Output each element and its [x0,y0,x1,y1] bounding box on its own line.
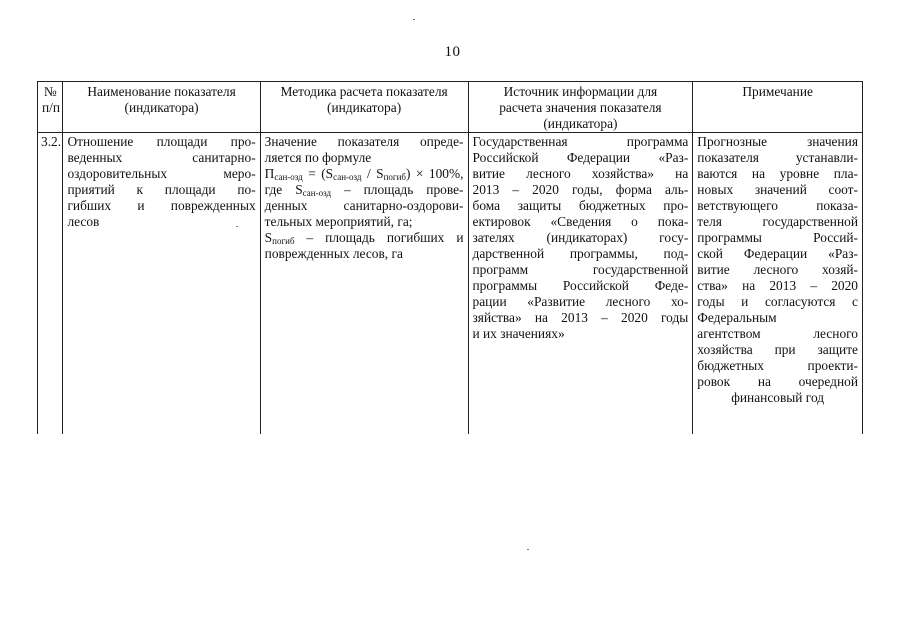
note-line-10: ства» на 2013 – 2020 [697,278,858,293]
scan-speck [236,226,238,227]
formula-p: П [264,166,275,181]
header-name-line-2: (индикатора) [124,100,199,115]
header-source-line-3: (индикатора) [543,116,618,131]
header-num-line-2: п/п [42,100,61,115]
note-line-6: теля государственной [697,214,858,229]
note-line-7: программы Россий- [697,230,858,245]
header-note [693,82,863,133]
s2-post: – площадь погибших и [294,230,464,245]
note-line-1: Прогнозные значения [697,134,858,149]
row-information-source [468,133,693,435]
name-line-4: приятий к площади по- [67,182,256,197]
note-line-14: хозяйства при защите [697,342,858,357]
method-line-5: денных санитарно-оздорови- [264,198,464,213]
note-line-12: Федеральным [697,310,777,325]
table-row [38,133,863,435]
name-line-2: веденных санитарно- [67,150,256,165]
where-sub: сан-озд [302,188,332,198]
name-line-1: Отношение площади про- [67,134,256,149]
header-name [63,82,260,133]
note-line-4: новых значений соот- [697,182,858,197]
method-s2-line [265,230,464,246]
source-line-1: Государственная программа [472,134,689,149]
note-line-9: витие лесного хозяй- [697,262,858,277]
source-line-5: бома защиты бюджетных про- [472,198,689,213]
row-num: 3.2. [38,133,63,435]
header-num [38,82,63,133]
header-source-line-2: расчета значения показателя [499,100,662,115]
name-line-3: оздоровительных меро- [67,166,256,181]
header-method-line-2: (индикатора) [327,100,402,115]
note-line-2: показателя устанавли- [697,150,858,165]
row-indicator-name [63,133,260,435]
s2-sub: погиб [272,236,295,246]
scan-speck [413,19,415,20]
row-calculation-method [260,133,468,435]
note-line-13: агентством лесного [697,326,858,341]
name-line-5: гибших и поврежденных [67,198,256,213]
method-line-2: ляется по формуле [264,150,372,165]
header-method [260,82,468,133]
source-line-4: 2013 – 2020 годы, форма аль- [472,182,689,197]
source-line-3: витие лесного хозяйства» на [472,166,689,181]
formula-div: / S [361,166,384,181]
source-line-11: рации «Развитие лесного хо- [472,294,689,309]
name-line-6: лесов [67,214,100,229]
source-line-2: Российской Федерации «Раз- [472,150,689,165]
page-number: 10 [444,44,461,60]
table-header-row [38,82,863,133]
formula-tail: ) × 100%, [405,166,464,181]
note-line-5: ветствующего показа- [697,198,858,213]
source-line-13: и их значениях» [472,326,565,341]
method-where-line [265,182,464,198]
scan-speck [527,549,529,550]
method-formula [265,166,464,182]
formula-s2-sub: погиб [383,172,406,182]
indicators-table [37,81,863,434]
source-line-12: зяйства» на 2013 – 2020 годы [472,310,689,325]
where-pre: где S [264,182,303,197]
header-note-line-1: Примечание [742,84,813,99]
header-source [468,82,693,133]
header-num-line-1: № [43,84,57,99]
method-line-1: Значение показателя опреде- [264,134,464,149]
note-line-11: годы и согласуются с [697,294,858,309]
header-method-line-1: Методика расчета показателя [280,84,448,99]
method-line-6: тельных мероприятий, га; [264,214,413,229]
note-line-3: ваются на уровне пла- [697,166,858,181]
formula-s1-sub: сан-озд [333,172,362,182]
source-line-9: программ государственной [472,262,689,277]
source-line-10: программы Российской Феде- [472,278,689,293]
source-line-6: ектировок «Сведения о пока- [472,214,689,229]
where-post: – площадь прове- [331,182,464,197]
source-line-8: дарственной программы, под- [472,246,689,261]
method-line-8: поврежденных лесов, га [264,246,403,261]
note-line-17: финансовый год [731,390,825,405]
source-line-7: зателях (индикаторах) госу- [472,230,689,245]
header-source-line-1: Источник информации для [503,84,658,99]
row-note [693,133,863,435]
s2-pre: S [264,230,273,245]
header-name-line-1: Наименование показателя [87,84,236,99]
formula-p-sub: сан-озд [274,172,303,182]
note-line-8: ской Федерации «Раз- [697,246,858,261]
note-line-16: ровок на очередной [697,374,858,389]
note-line-15: бюджетных проекти- [697,358,858,373]
formula-eq: = (S [302,166,334,181]
